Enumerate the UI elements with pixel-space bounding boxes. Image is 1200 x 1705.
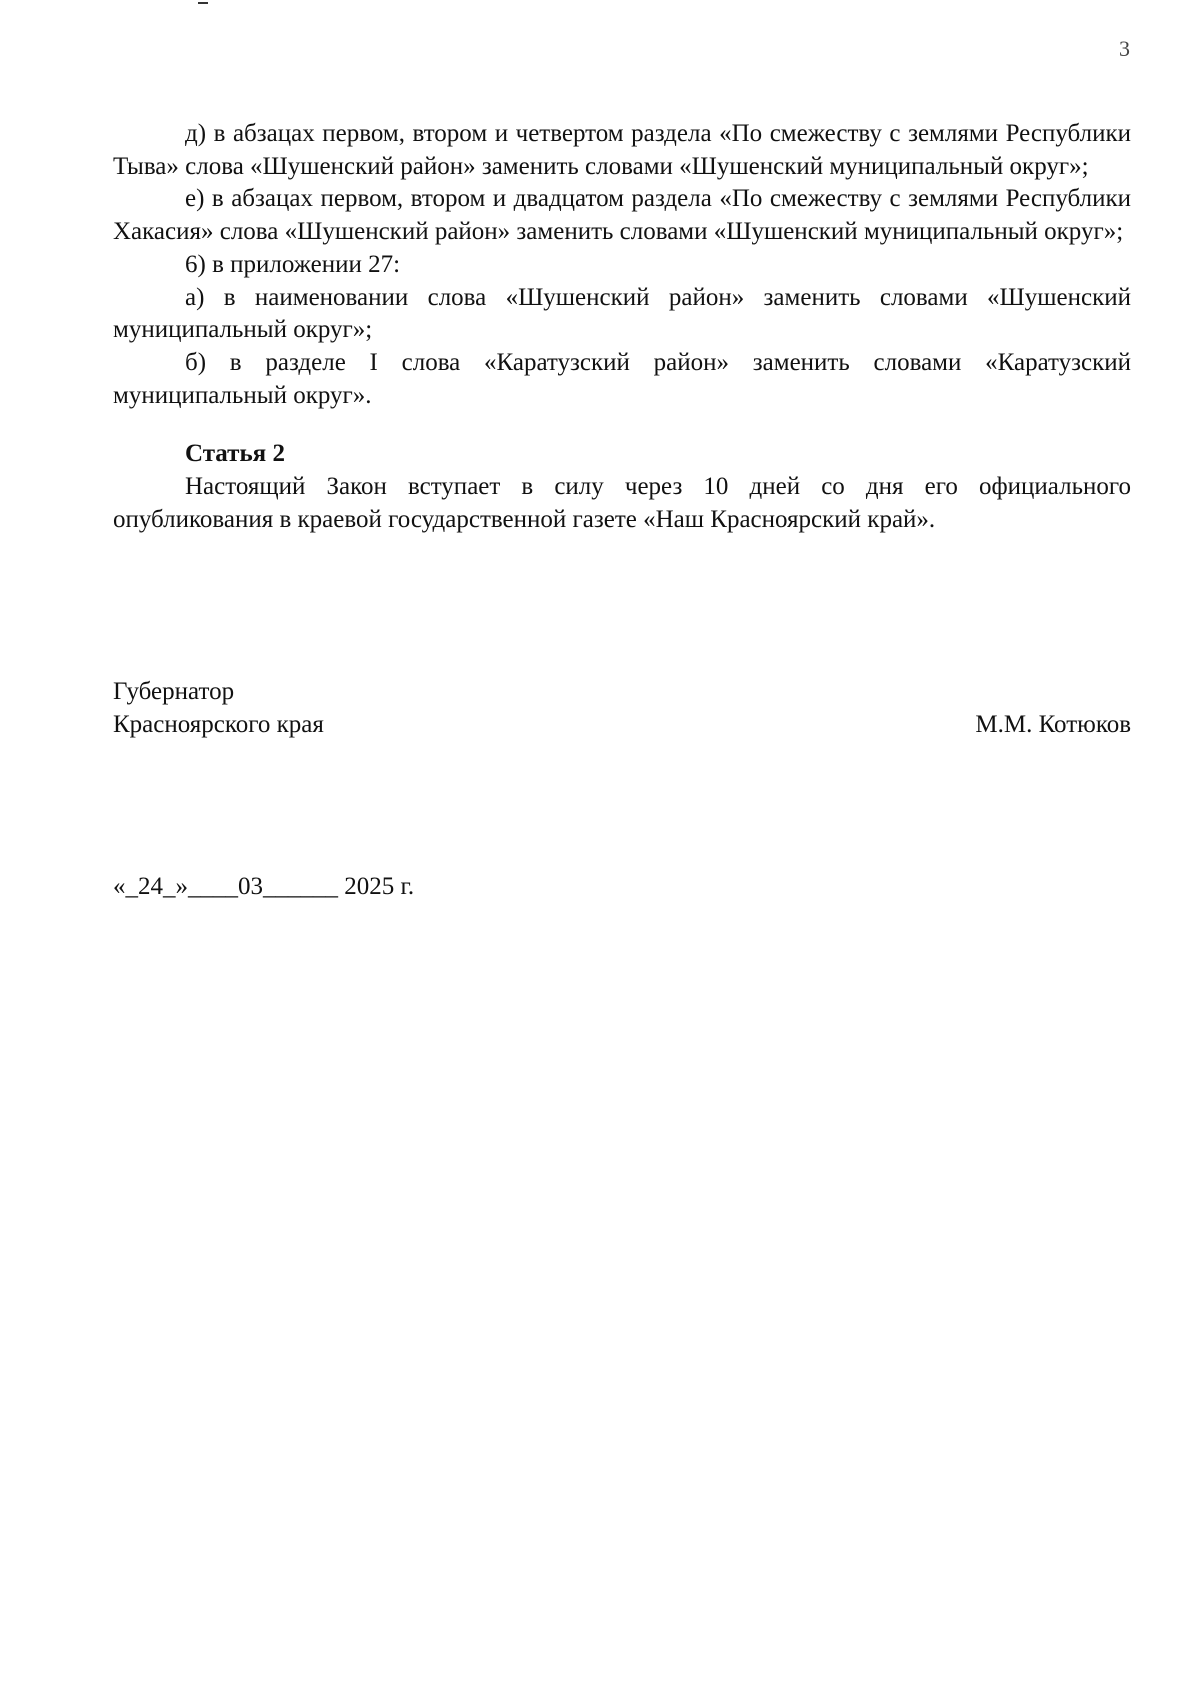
paragraph-e: е) в абзацах первом, втором и двадцатом раздела «По смежеству с землями Республики Хакасия» слова «Шушенский район» заменить словами «Шушенский муниципальный округ»;: [113, 185, 1131, 246]
document-body: [113, 118, 1131, 536]
paragraph-a: а) в наименовании слова «Шушенский район» заменить словами «Шушенский муниципальный округ»;: [113, 283, 1131, 344]
paragraph-b: б) в разделе I слова «Каратузский район» заменить словами «Каратузский муниципальный округ».: [113, 348, 1131, 409]
scan-mark: [198, 2, 208, 4]
signature-row: [113, 708, 1131, 741]
article-heading: Статья 2: [185, 440, 285, 468]
signatory-title-line1: Губернатор: [113, 678, 235, 705]
page-number: 3: [1119, 36, 1130, 61]
signatory-name: М.М. Котюков: [975, 711, 1131, 738]
paragraph-6: 6) в приложении 27:: [185, 250, 401, 278]
signature-block: [113, 675, 1131, 741]
signing-date: «_24_»____03______ 2025 г.: [113, 873, 415, 900]
signatory-title-line2: Красноярского края: [113, 711, 324, 738]
paragraph-d: д) в абзацах первом, втором и четвертом раздела «По смежеству с землями Республики Тыва» слова «Шушенский район» заменить словами «Шушенский муниципальный округ»;: [113, 120, 1131, 180]
article-text: Настоящий Закон вступает в силу через 10 дней со дня его официального опубликования в краевой государственной газете «Наш Красноярский край».: [113, 473, 1131, 533]
